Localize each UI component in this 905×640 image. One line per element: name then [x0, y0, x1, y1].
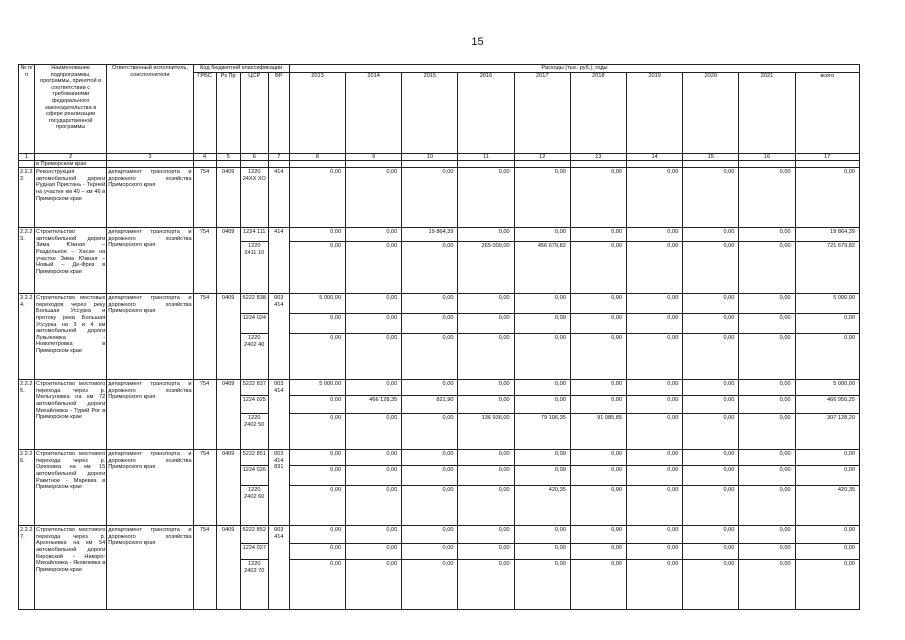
row-total: 0,00 — [795, 544, 859, 560]
row-year-value: 821,90 — [402, 396, 458, 414]
row-grbs: 754 — [193, 450, 216, 526]
row-csr: 5222 852 — [240, 526, 268, 544]
row-year-value: 466 128,35 — [346, 396, 402, 414]
row-year-value: 0,00 — [458, 450, 514, 466]
carry-cell-empty — [240, 160, 268, 168]
row-name: Реконструкция автомобильной дороги Рудная Пристань - Терней на участке км 40 – км 46 в Приморском крае — [35, 168, 107, 228]
row-year-value: 0,00 — [346, 242, 402, 294]
row-responsible: департамент транспорта и дорожного хозяйства Приморского края — [107, 294, 193, 380]
row-year-value: 0,00 — [458, 334, 514, 380]
row-vr: 003 414 — [268, 526, 289, 610]
header-year: 2019 — [627, 72, 683, 153]
carry-cell-empty — [346, 160, 402, 168]
row-year-value: 0,00 — [402, 526, 458, 544]
header-responsible: Ответственный исполнитель, соисполнители — [107, 65, 193, 154]
row-total: 0,00 — [795, 168, 859, 228]
row-year-value: 0,00 — [570, 334, 626, 380]
row-year-value: 0,00 — [739, 396, 795, 414]
row-year-value: 0,00 — [627, 466, 683, 486]
budget-table — [18, 64, 860, 610]
row-responsible: департамент транспорта и дорожного хозяйства Приморского края — [107, 380, 193, 450]
header-year: 2016 — [458, 72, 514, 153]
row-year-value: 0,00 — [458, 294, 514, 314]
table-row — [19, 168, 860, 228]
col-number: 9 — [346, 153, 402, 160]
row-year-value: 456 679,82 — [514, 242, 570, 294]
page-number: 15 — [471, 36, 484, 48]
row-year-value: 0,00 — [458, 168, 514, 228]
row-year-value: 0,00 — [739, 466, 795, 486]
row-year-value: 0,00 — [739, 380, 795, 396]
col-number: 8 — [289, 153, 345, 160]
row-year-value: 0,00 — [514, 396, 570, 414]
row-year-value: 0,00 — [570, 168, 626, 228]
row-year-value: 0,00 — [683, 228, 739, 242]
row-name: Строительство автомобильной дороги Зима Южная – Раздольное – Хасан на участке Зима Южная – Новый – Де-Фриз в Приморском крае — [35, 228, 107, 294]
row-year-value: 0,00 — [289, 396, 345, 414]
row-year-value: 0,00 — [514, 314, 570, 334]
row-year-value: 0,00 — [514, 560, 570, 610]
carry-cell-empty — [402, 160, 458, 168]
col-number: 1 — [19, 153, 35, 160]
row-year-value: 0,00 — [458, 560, 514, 610]
header-row-1 — [19, 65, 860, 73]
row-year-value: 0,00 — [514, 450, 570, 466]
row-year-value: 0,00 — [514, 380, 570, 396]
row-number: 2.2.2 2. — [19, 168, 35, 228]
row-vr: 003 414 831 — [268, 450, 289, 526]
row-year-value: 0,00 — [570, 526, 626, 544]
row-vr: 414 — [268, 168, 289, 228]
row-year-value: 0,00 — [402, 242, 458, 294]
row-number: 2.2.2 6. — [19, 450, 35, 526]
header-total: всего — [795, 72, 859, 153]
row-name: Строительство мостового перехода через р. Ореховка на км 15 автомобильной дороги Ракитное - Маревка в Приморском крае — [35, 450, 107, 526]
header-csr: ЦСР — [240, 72, 268, 153]
row-csr: 1220 2411 10 — [240, 242, 268, 294]
row-responsible: департамент транспорта и дорожного хозяйства Приморского края — [107, 450, 193, 526]
row-total: 0,00 — [795, 314, 859, 334]
carry-cell-empty — [795, 160, 859, 168]
row-year-value: 420,35 — [514, 486, 570, 526]
row-year-value: 5 000,00 — [289, 294, 345, 314]
row-year-value: 0,00 — [289, 314, 345, 334]
row-name: Строительство мостового перехода через р. Мельгуновка на км 72 автомобильной дороги Михайловка - Турий Рог в Приморском крае — [35, 380, 107, 450]
row-year-value: 0,00 — [458, 396, 514, 414]
row-csr: 1220 2402 50 — [240, 414, 268, 450]
row-year-value: 0,00 — [627, 414, 683, 450]
col-number: 6 — [240, 153, 268, 160]
row-year-value: 0,00 — [402, 168, 458, 228]
row-total: 0,00 — [795, 560, 859, 610]
col-number: 16 — [739, 153, 795, 160]
row-year-value: 0,00 — [458, 466, 514, 486]
row-year-value: 19 864,39 — [402, 228, 458, 242]
row-year-value: 0,00 — [458, 526, 514, 544]
row-year-value: 0,00 — [289, 466, 345, 486]
carry-over-row — [19, 160, 860, 168]
row-year-value: 0,00 — [739, 334, 795, 380]
row-total: 0,00 — [795, 450, 859, 466]
row-year-value: 0,00 — [683, 544, 739, 560]
row-year-value: 0,00 — [627, 560, 683, 610]
row-year-value: 0,00 — [402, 334, 458, 380]
header-year: 2014 — [346, 72, 402, 153]
row-year-value: 0,00 — [458, 380, 514, 396]
row-year-value: 0,00 — [683, 560, 739, 610]
row-name: Строительство мостового перехода через р. Арсеньевка на км 54 автомобильной дороги Кировский - Никоро-Михайловка - Яковлевка в Приморском крае — [35, 526, 107, 610]
row-year-value: 0,00 — [402, 560, 458, 610]
row-number: 2.2.2 5. — [19, 380, 35, 450]
table-row — [19, 450, 860, 466]
row-year-value: 0,00 — [289, 242, 345, 294]
row-year-value: 0,00 — [346, 450, 402, 466]
row-year-value: 0,00 — [570, 294, 626, 314]
carry-cell-empty — [19, 160, 35, 168]
row-year-value: 0,00 — [570, 486, 626, 526]
row-csr: 5222 851 — [240, 450, 268, 466]
row-year-value: 0,00 — [346, 168, 402, 228]
row-year-value: 0,00 — [570, 228, 626, 242]
col-number: 7 — [268, 153, 289, 160]
header-year: 2018 — [570, 72, 626, 153]
table-row — [19, 526, 860, 544]
row-year-value: 0,00 — [683, 526, 739, 544]
row-year-value: 0,00 — [346, 380, 402, 396]
row-year-value: 0,00 — [739, 450, 795, 466]
row-year-value: 0,00 — [346, 526, 402, 544]
row-number: 2.2.2 3. — [19, 228, 35, 294]
row-csr: 1224 024 — [240, 314, 268, 334]
row-csr: 1224 025 — [240, 396, 268, 414]
row-year-value: 0,00 — [346, 334, 402, 380]
row-total: 5 000,00 — [795, 294, 859, 314]
table-row — [19, 228, 860, 242]
header-name: Наименование подпрограммы, программы, принятой в соответствии с требованиями федерального законодательства в сфере реализации государственной программы — [35, 65, 107, 154]
row-year-value: 0,00 — [627, 450, 683, 466]
col-number: 4 — [193, 153, 216, 160]
row-csr: 1224 027 — [240, 544, 268, 560]
row-year-value: 0,00 — [514, 466, 570, 486]
header-expenses-group: Расходы (тыс. руб.), годы — [289, 65, 859, 73]
row-year-value: 0,00 — [683, 168, 739, 228]
row-year-value: 0,00 — [346, 466, 402, 486]
row-grbs: 754 — [193, 228, 216, 294]
row-year-value: 0,00 — [402, 314, 458, 334]
row-csr: 1224 026 — [240, 466, 268, 486]
row-total: 721 679,82 — [795, 242, 859, 294]
row-rzpr: 0409 — [216, 228, 240, 294]
header-vr: ВР — [268, 72, 289, 153]
row-year-value: 0,00 — [570, 466, 626, 486]
row-year-value: 0,00 — [627, 294, 683, 314]
row-year-value: 0,00 — [683, 294, 739, 314]
col-number: 2 — [35, 153, 107, 160]
row-year-value: 0,00 — [570, 380, 626, 396]
row-year-value: 0,00 — [346, 486, 402, 526]
carry-cell-empty — [289, 160, 345, 168]
row-year-value: 0,00 — [289, 486, 345, 526]
row-year-value: 0,00 — [346, 314, 402, 334]
row-year-value: 265 000,00 — [458, 242, 514, 294]
row-year-value: 0,00 — [570, 314, 626, 334]
row-total: 307 128,20 — [795, 414, 859, 450]
row-vr: 414 — [268, 228, 289, 294]
row-rzpr: 0409 — [216, 450, 240, 526]
row-number: 2.2.2 7. — [19, 526, 35, 610]
row-year-value: 0,00 — [570, 450, 626, 466]
row-year-value: 0,00 — [627, 334, 683, 380]
row-year-value: 0,00 — [627, 168, 683, 228]
row-year-value: 0,00 — [289, 560, 345, 610]
row-vr: 003 414 — [268, 380, 289, 450]
row-year-value: 5 000,00 — [289, 380, 345, 396]
carry-cell-empty — [739, 160, 795, 168]
row-grbs: 754 — [193, 526, 216, 610]
row-total: 466 950,25 — [795, 396, 859, 414]
row-year-value: 0,00 — [627, 396, 683, 414]
row-year-value: 0,00 — [570, 560, 626, 610]
header-year: 2015 — [402, 72, 458, 153]
row-year-value: 0,00 — [458, 314, 514, 334]
row-year-value: 0,00 — [346, 544, 402, 560]
row-year-value: 0,00 — [739, 544, 795, 560]
row-total: 0,00 — [795, 334, 859, 380]
col-number: 13 — [570, 153, 626, 160]
col-number: 3 — [107, 153, 193, 160]
row-number: 2.2.2 4. — [19, 294, 35, 380]
row-year-value: 0,00 — [402, 450, 458, 466]
col-number: 11 — [458, 153, 514, 160]
row-year-value: 0,00 — [739, 228, 795, 242]
row-responsible: департамент транспорта и дорожного хозяйства Приморского края — [107, 526, 193, 610]
row-year-value: 0,00 — [289, 544, 345, 560]
row-year-value: 0,00 — [402, 380, 458, 396]
row-year-value: 0,00 — [402, 294, 458, 314]
row-year-value: 0,00 — [683, 396, 739, 414]
row-year-value: 0,00 — [514, 526, 570, 544]
header-year: 2020 — [683, 72, 739, 153]
row-rzpr: 0409 — [216, 168, 240, 228]
row-year-value: 91 085,85 — [570, 414, 626, 450]
col-number: 5 — [216, 153, 240, 160]
column-number-row — [19, 153, 860, 160]
row-year-value: 0,00 — [683, 486, 739, 526]
carry-cell-empty — [514, 160, 570, 168]
col-number: 10 — [402, 153, 458, 160]
col-number: 12 — [514, 153, 570, 160]
row-year-value: 0,00 — [739, 526, 795, 544]
col-number: 17 — [795, 153, 859, 160]
header-year: 2013 — [289, 72, 345, 153]
row-year-value: 136 936,00 — [458, 414, 514, 450]
row-year-value: 0,00 — [683, 314, 739, 334]
carry-cell-empty — [107, 160, 193, 168]
row-year-value: 0,00 — [627, 486, 683, 526]
row-year-value: 0,00 — [346, 294, 402, 314]
row-year-value: 0,00 — [458, 228, 514, 242]
col-number: 15 — [683, 153, 739, 160]
row-year-value: 0,00 — [458, 486, 514, 526]
row-year-value: 0,00 — [514, 294, 570, 314]
row-rzpr: 0409 — [216, 526, 240, 610]
row-year-value: 0,00 — [739, 168, 795, 228]
row-year-value: 0,00 — [289, 526, 345, 544]
header-grbs: ГРБС — [193, 72, 216, 153]
row-year-value: 0,00 — [627, 526, 683, 544]
row-total: 0,00 — [795, 526, 859, 544]
row-vr: 003 414 — [268, 294, 289, 380]
row-responsible: департамент транспорта и дорожного хозяйства Приморского края — [107, 168, 193, 228]
row-year-value: 0,00 — [346, 228, 402, 242]
row-csr: 1220 24ХХ ХО — [240, 168, 268, 228]
row-year-value: 0,00 — [739, 414, 795, 450]
row-year-value: 0,00 — [289, 228, 345, 242]
row-year-value: 0,00 — [683, 466, 739, 486]
row-year-value: 0,00 — [289, 450, 345, 466]
row-year-value: 0,00 — [289, 414, 345, 450]
row-responsible: департамент транспорта и дорожного хозяйства Приморского края — [107, 228, 193, 294]
row-total: 420,35 — [795, 486, 859, 526]
carry-cell-empty — [268, 160, 289, 168]
table-row — [19, 294, 860, 314]
carry-cell-empty — [683, 160, 739, 168]
carry-cell-empty — [458, 160, 514, 168]
row-csr: 1220 2402 40 — [240, 334, 268, 380]
row-year-value: 0,00 — [739, 294, 795, 314]
header-year: 2021 — [739, 72, 795, 153]
row-year-value: 0,00 — [627, 228, 683, 242]
row-year-value: 0,00 — [627, 242, 683, 294]
row-year-value: 0,00 — [627, 380, 683, 396]
row-year-value: 0,00 — [289, 334, 345, 380]
row-year-value: 0,00 — [570, 242, 626, 294]
row-year-value: 0,00 — [570, 544, 626, 560]
carry-text: в Приморском крае — [35, 160, 107, 168]
row-year-value: 0,00 — [514, 168, 570, 228]
carry-cell-empty — [570, 160, 626, 168]
header-budget-group: Код бюджетной классификации — [193, 65, 289, 73]
table-row — [19, 380, 860, 396]
row-year-value: 0,00 — [514, 544, 570, 560]
row-year-value: 0,00 — [739, 560, 795, 610]
header-num: № п/п — [19, 65, 35, 154]
carry-cell-empty — [216, 160, 240, 168]
row-total: 0,00 — [795, 466, 859, 486]
row-year-value: 0,00 — [739, 314, 795, 334]
row-rzpr: 0409 — [216, 380, 240, 450]
row-year-value: 0,00 — [346, 414, 402, 450]
row-year-value: 0,00 — [627, 544, 683, 560]
row-year-value: 0,00 — [570, 396, 626, 414]
row-year-value: 0,00 — [458, 544, 514, 560]
row-year-value: 0,00 — [402, 544, 458, 560]
carry-cell-empty — [193, 160, 216, 168]
row-grbs: 754 — [193, 168, 216, 228]
row-year-value: 0,00 — [683, 414, 739, 450]
row-year-value: 0,00 — [289, 168, 345, 228]
row-year-value: 0,00 — [683, 450, 739, 466]
row-grbs: 754 — [193, 294, 216, 380]
row-year-value: 0,00 — [514, 334, 570, 380]
row-year-value: 0,00 — [627, 314, 683, 334]
row-rzpr: 0409 — [216, 294, 240, 380]
header-rzpr: Рз Пр — [216, 72, 240, 153]
row-year-value: 79 106,35 — [514, 414, 570, 450]
row-year-value: 0,00 — [402, 466, 458, 486]
col-number: 14 — [627, 153, 683, 160]
row-total: 19 864,39 — [795, 228, 859, 242]
row-year-value: 0,00 — [402, 414, 458, 450]
row-year-value: 0,00 — [739, 242, 795, 294]
carry-cell-empty — [627, 160, 683, 168]
row-total: 5 000,00 — [795, 380, 859, 396]
row-year-value: 0,00 — [402, 486, 458, 526]
row-csr: 1220 2402 70 — [240, 560, 268, 610]
row-year-value: 0,00 — [346, 560, 402, 610]
row-csr: 1220 2402 60 — [240, 486, 268, 526]
header-year: 2017 — [514, 72, 570, 153]
row-csr: 1224 111 — [240, 228, 268, 242]
row-csr: 5222 837 — [240, 380, 268, 396]
row-year-value: 0,00 — [514, 228, 570, 242]
table-body — [19, 65, 860, 610]
row-csr: 5222 838 — [240, 294, 268, 314]
row-grbs: 754 — [193, 380, 216, 450]
row-year-value: 0,00 — [683, 242, 739, 294]
row-year-value: 0,00 — [683, 380, 739, 396]
row-year-value: 0,00 — [683, 334, 739, 380]
row-name: Строительство мостовых переходов через реку Большая Уссурка и протоку реки Большая Уссурка на 3 и 4 км автомобильной дороги Лукьяновка - Новопетровка в Приморском крае — [35, 294, 107, 380]
row-year-value: 0,00 — [739, 486, 795, 526]
